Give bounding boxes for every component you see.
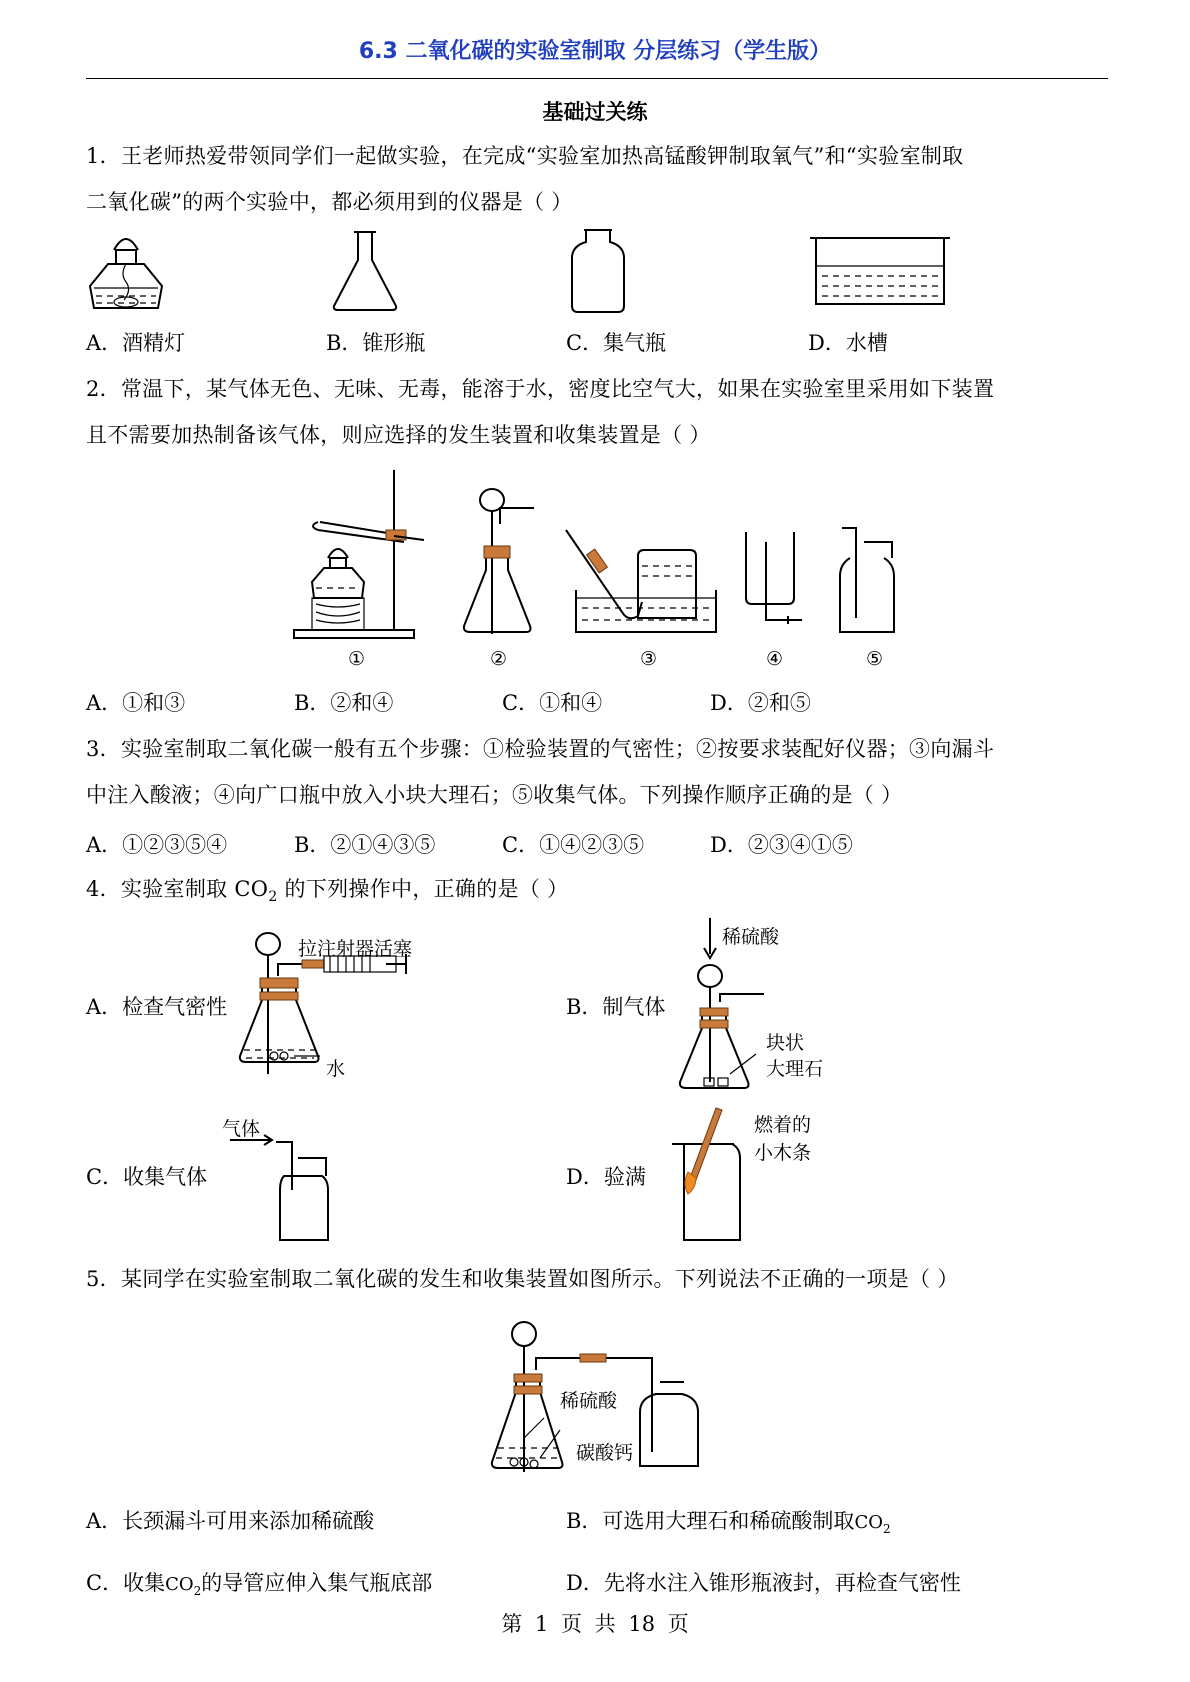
q5-option-b-subscript: 2 [882, 1522, 891, 1537]
question-1-line-1: 1．王老师热爱带领同学们一起做实验，在完成“实验室加热高锰酸钾制取氧气”和“实验室制取 [86, 144, 964, 168]
label-marble-2: 大理石 [766, 1058, 824, 1080]
q2-option-d[interactable]: D．②和⑤ [710, 691, 811, 715]
q4-option-a[interactable]: A．检查气密性 [86, 995, 228, 1019]
q5-option-b-formula: CO [854, 1512, 883, 1533]
page-title: 6.3 二氧化碳的实验室制取 分层练习（学生版） [358, 39, 832, 64]
q5-option-d[interactable]: D．先将水注入锥形瓶液封，再检查气密性 [566, 1571, 961, 1595]
label-q5-carbonate: 碳酸钙 [576, 1442, 634, 1464]
label-syringe: 拉注射器活塞 [298, 938, 413, 960]
q5-option-c-text-post: 的导管应伸入集气瓶底部 [201, 1571, 433, 1595]
question-1 [86, 133, 1110, 225]
label-water: 水 [326, 1058, 346, 1080]
q5-option-b[interactable] [566, 1506, 891, 1544]
gas-collecting-bottle-figure [568, 228, 628, 314]
question-2-line-2: 且不需要加热制备该气体，则应选择的发生装置和收集装置是（ ） [86, 423, 711, 447]
page-number: 第 1 页 共 18 页 [501, 1612, 689, 1636]
label-gas: 气体 [222, 1118, 261, 1140]
q5-option-c[interactable] [86, 1568, 432, 1606]
apparatus-3-water-collection-figure [562, 526, 722, 638]
question-4 [86, 866, 1110, 920]
question-1-line-2: 二氧化碳”的两个实验中，都必须用到的仪器是（ ） [86, 190, 573, 214]
question-3-line-1: 3．实验室制取二氧化碳一般有五个步骤：①检验装置的气密性；②按要求装配好仪器；③向漏斗 [86, 737, 995, 761]
q1-option-d[interactable]: D．水槽 [808, 331, 888, 355]
figure-label-4: ④ [766, 648, 784, 670]
q2-option-c[interactable]: C．①和④ [502, 691, 603, 715]
q3-option-a[interactable]: A．①②③⑤④ [86, 833, 228, 857]
q5-option-c-text-pre: C．收集 [86, 1571, 166, 1595]
q1-option-a[interactable]: A．酒精灯 [86, 331, 186, 355]
q1-option-c[interactable]: C．集气瓶 [566, 331, 667, 355]
q4-option-b[interactable]: B．制气体 [566, 995, 666, 1019]
question-4-subscript: 2 [268, 889, 278, 906]
label-marble-1: 块状 [766, 1032, 805, 1054]
label-burning: 燃着的 [754, 1114, 812, 1136]
question-4-text-pre: 4．实验室制取 CO [86, 877, 269, 901]
q1-option-b[interactable]: B．锥形瓶 [326, 331, 426, 355]
figure-label-1: ① [348, 648, 366, 670]
apparatus-1-heating-figure [294, 470, 444, 642]
question-3-line-2: 中注入酸液；④向广口瓶中放入小块大理石；⑤收集气体。下列操作顺序正确的是（ ） [86, 783, 903, 807]
q2-option-a[interactable]: A．①和③ [86, 691, 186, 715]
figure-label-2: ② [490, 648, 508, 670]
q5-option-c-formula: CO [165, 1574, 194, 1595]
q3-option-b[interactable]: B．②①④③⑤ [294, 833, 436, 857]
q4-option-c[interactable]: C．收集气体 [86, 1165, 208, 1189]
alcohol-lamp-figure [86, 226, 166, 316]
question-2-line-1: 2．常温下，某气体无色、无味、无毒，能溶于水，密度比空气大，如果在实验室里采用如下装置 [86, 377, 995, 401]
question-3 [86, 726, 1110, 818]
figure-label-5: ⑤ [866, 648, 884, 670]
label-stick: 小木条 [754, 1142, 812, 1164]
q3-option-d[interactable]: D．②③④①⑤ [710, 833, 853, 857]
label-dilute-sulfuric-acid: 稀硫酸 [722, 926, 780, 948]
apparatus-2-flask-figure [460, 486, 550, 640]
question-4-text-post: 的下列操作中，正确的是（ ） [277, 877, 569, 901]
erlenmeyer-flask-figure [330, 230, 400, 312]
water-trough-figure [810, 236, 950, 308]
q5-option-a[interactable]: A．长颈漏斗可用来添加稀硫酸 [86, 1509, 375, 1533]
apparatus-5-upward-air-figure [836, 528, 906, 638]
q2-option-b[interactable]: B．②和④ [294, 691, 394, 715]
label-q5-acid: 稀硫酸 [560, 1390, 618, 1412]
q4-option-d[interactable]: D．验满 [566, 1165, 646, 1189]
figure-label-3: ③ [640, 648, 658, 670]
section-title: 基础过关练 [542, 100, 648, 124]
question-2 [86, 366, 1110, 458]
q4c-collection-bottle-figure [230, 1140, 330, 1244]
q3-option-c[interactable]: C．①④②③⑤ [502, 833, 645, 857]
q5-option-b-text: B．可选用大理石和稀硫酸制取 [566, 1509, 855, 1533]
q5-option-c-subscript: 2 [193, 1584, 202, 1599]
question-5 [86, 1256, 1110, 1302]
header-rule [86, 78, 1108, 79]
question-5-line-1: 5．某同学在实验室制取二氧化碳的发生和收集装置如图所示。下列说法不正确的一项是（ ） [86, 1267, 959, 1291]
apparatus-4-downward-air-figure [740, 528, 810, 636]
